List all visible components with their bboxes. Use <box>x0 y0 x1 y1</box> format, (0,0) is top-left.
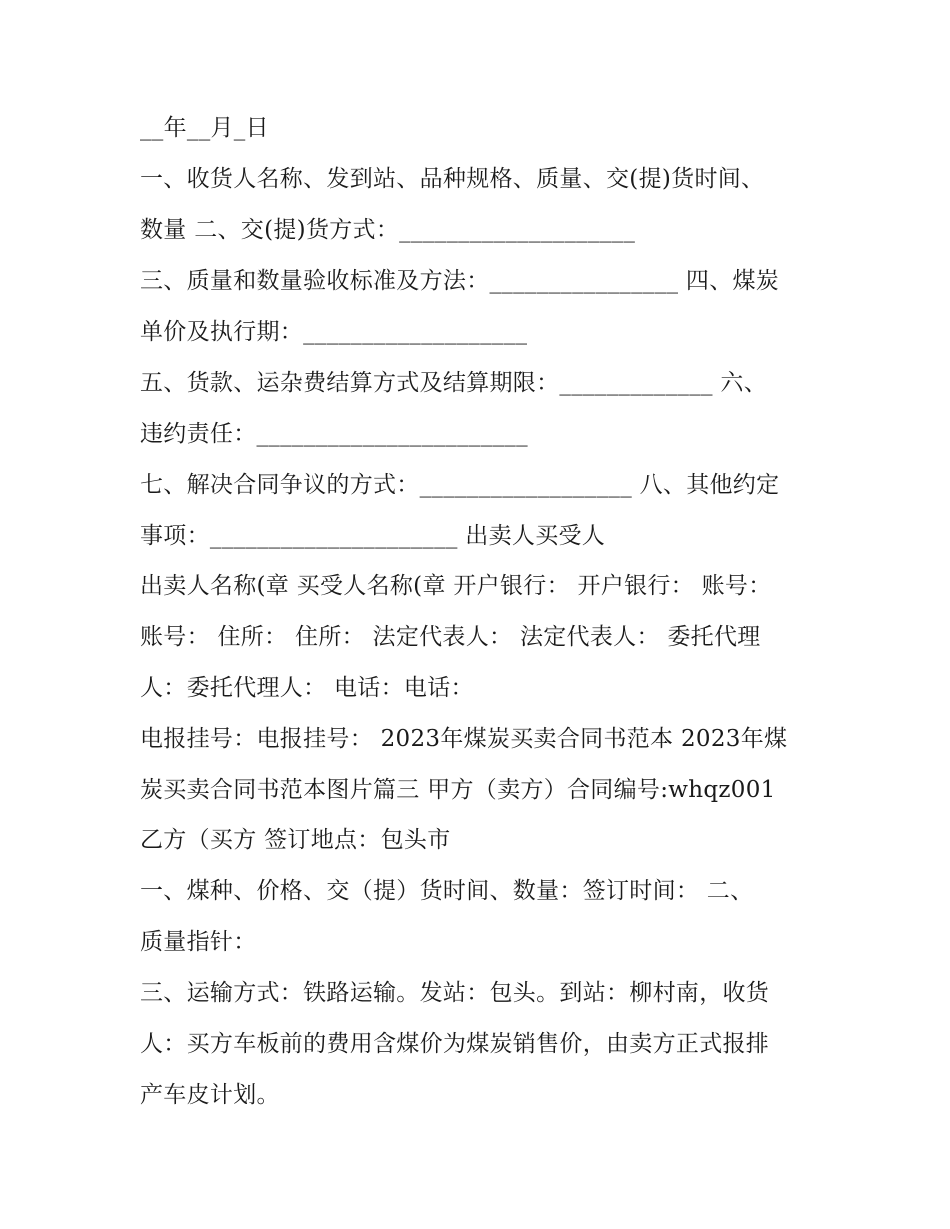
text-line: 账号： 住所： 住所： 法定代表人： 法定代表人： 委托代理 <box>140 624 761 650</box>
text-line: __年__月_日 <box>140 115 269 141</box>
text-line: 三、运输方式：铁路运输。发站：包头。到站：柳村南，收货 <box>140 980 770 1006</box>
text-line: 人：买方车板前的费用含煤价为煤炭销售价，由卖方正式报排 <box>140 1031 770 1057</box>
text-line: 三、质量和数量验收标准及方法：________________ 四、煤炭 <box>140 268 780 294</box>
text-line: 五、货款、运杂费结算方式及结算期限：_____________ 六、 <box>140 370 768 396</box>
text-line: 产车皮计划。 <box>140 1082 280 1108</box>
text-line: 七、解决合同争议的方式：__________________ 八、其他约定 <box>140 472 780 498</box>
text-line: 一、收货人名称、发到站、品种规格、质量、交(提)货时间、 <box>140 166 765 192</box>
text-line: 违约责任：_______________________ <box>140 421 528 447</box>
text-line: 事项：_____________________ 出卖人买受人 <box>140 523 606 549</box>
text-line: 炭买卖合同书范本图片篇三 甲方（卖方）合同编号:whqz001 <box>140 777 776 803</box>
text-line: 乙方（买方 签订地点：包头市 <box>140 827 451 853</box>
text-line: 人：委托代理人： 电话：电话： <box>140 675 474 701</box>
text-line: 出卖人名称(章 买受人名称(章 开户银行： 开户银行： 账号： <box>140 573 772 599</box>
text-line: 质量指针： <box>140 929 257 955</box>
text-line: 电报挂号：电报挂号： 2023年煤炭买卖合同书范本 2023年煤 <box>140 726 788 752</box>
text-line: 一、煤种、价格、交（提）货时间、数量：签订时间： 二、 <box>140 878 754 904</box>
text-line: 单价及执行期：___________________ <box>140 319 528 345</box>
text-line: 数量 二、交(提)货方式：____________________ <box>140 217 636 243</box>
